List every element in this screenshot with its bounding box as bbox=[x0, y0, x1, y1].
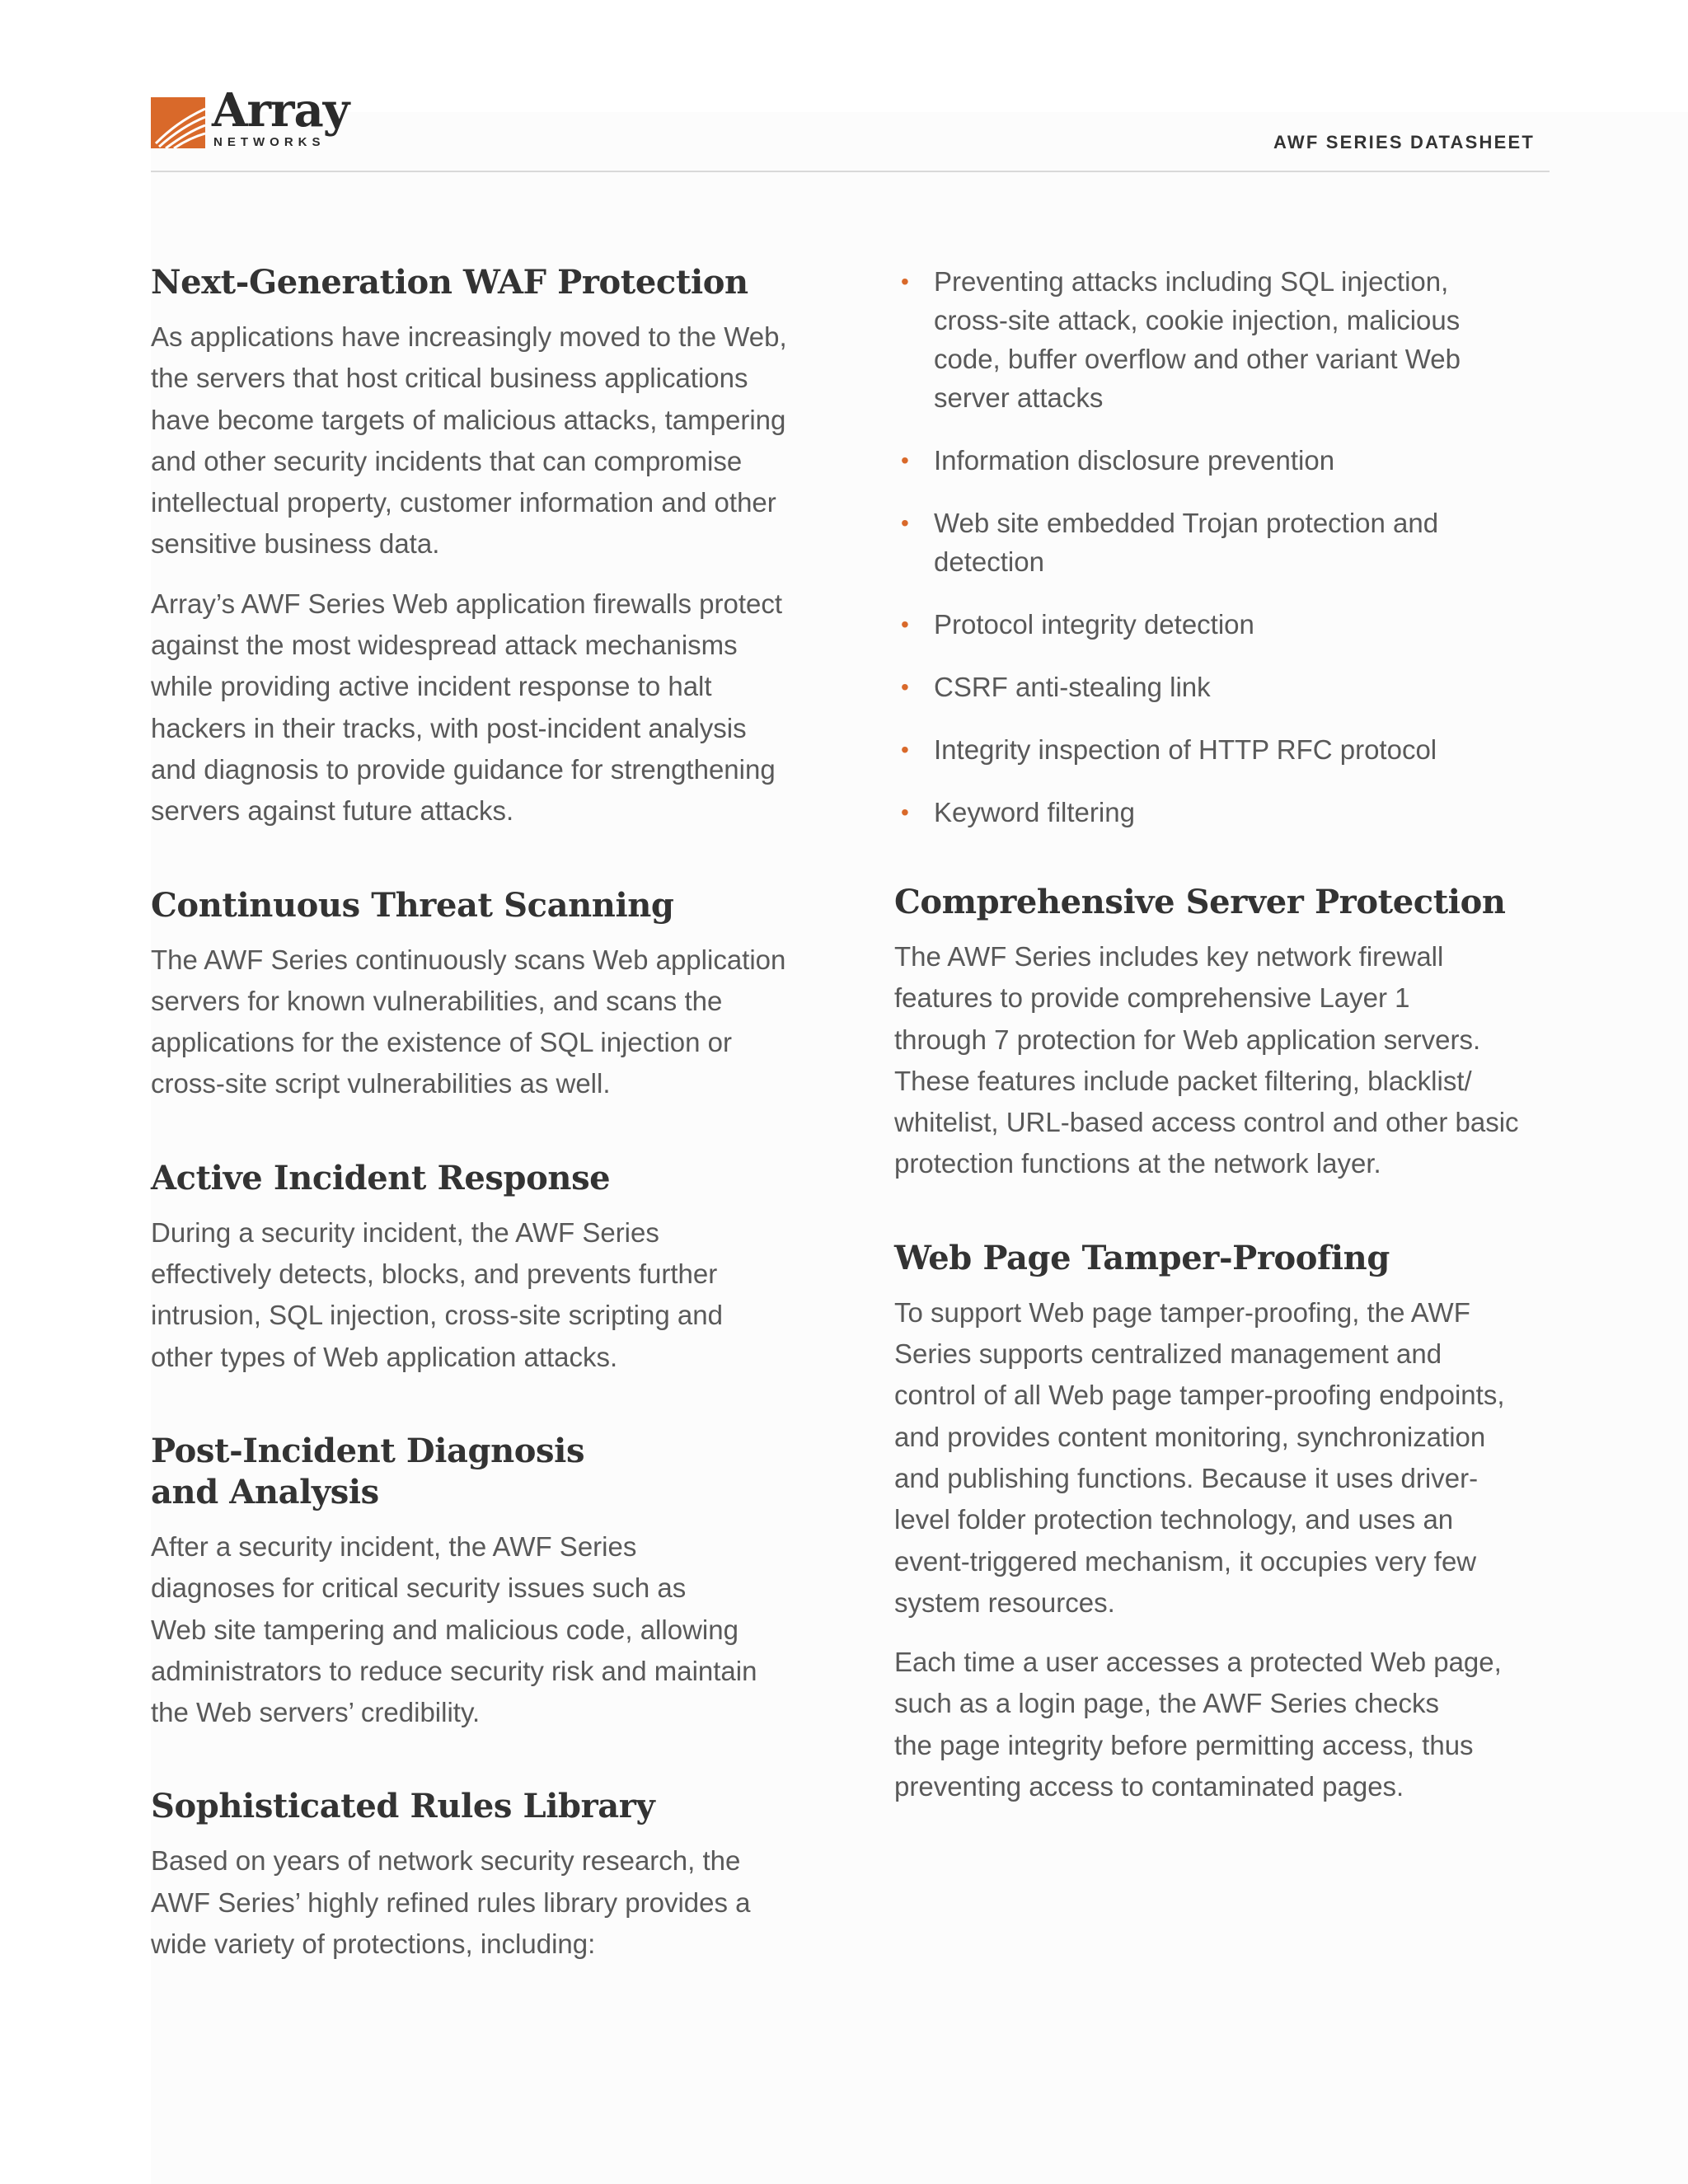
text-line: administrators to reduce security risk and maintain bbox=[151, 1655, 757, 1686]
text-line: system resources. bbox=[894, 1586, 1115, 1618]
text-line: Protocol integrity detection bbox=[934, 609, 1254, 640]
text-line: the servers that host critical business applications bbox=[151, 363, 748, 394]
section-paragraph bbox=[151, 1840, 810, 1965]
text-line: Information disclosure prevention bbox=[934, 445, 1335, 476]
text-line: intellectual property, customer information and other bbox=[151, 487, 776, 518]
text-line: the Web servers’ credibility. bbox=[151, 1697, 481, 1728]
list-item bbox=[894, 793, 1550, 832]
text-line: Array’s AWF Series Web application firewalls protect bbox=[151, 588, 783, 619]
bullet-dot-icon: • bbox=[901, 510, 909, 536]
text-line: Each time a user accesses a protected Web page, bbox=[894, 1647, 1502, 1678]
text-line: Keyword filtering bbox=[934, 797, 1135, 827]
text-line: The AWF Series includes key network firewall bbox=[894, 941, 1444, 972]
document-title: AWF SERIES DATASHEET bbox=[1273, 132, 1535, 152]
text-line: After a security incident, the AWF Series bbox=[151, 1530, 637, 1562]
bullet-dot-icon: • bbox=[901, 674, 909, 700]
section-sophisticated-rules-library bbox=[151, 1786, 810, 1965]
text-line: As applications have increasingly moved to the Web, bbox=[151, 321, 787, 352]
header-divider bbox=[151, 171, 1550, 172]
text-line: against the most widespread attack mechanisms bbox=[151, 630, 738, 661]
logo-wordmark: Array bbox=[212, 83, 349, 138]
text-line: features to provide comprehensive Layer 1 bbox=[894, 982, 1410, 1014]
text-line: wide variety of protections, including: bbox=[151, 1929, 596, 1960]
text-line: Preventing attacks including SQL injection, bbox=[934, 266, 1449, 297]
text-line: and other security incidents that can compromise bbox=[151, 445, 743, 476]
text-line: level folder protection technology, and uses an bbox=[894, 1504, 1454, 1535]
text-line: the page integrity before permitting access, thus bbox=[894, 1729, 1474, 1760]
bullet-dot-icon: • bbox=[901, 737, 909, 762]
list-item bbox=[894, 441, 1550, 480]
text-line: control of all Web page tamper-proofing endpoints, bbox=[894, 1380, 1505, 1411]
text-line: applications for the existence of SQL injection or bbox=[151, 1027, 733, 1058]
bullet-dot-icon: • bbox=[901, 448, 909, 473]
section-post-incident-diagnosis bbox=[151, 1431, 810, 1733]
text-line: protection functions at the network layer. bbox=[894, 1148, 1381, 1179]
text-line: servers for known vulnerabilities, and scans the bbox=[151, 985, 723, 1016]
text-line: Integrity inspection of HTTP RFC protocol bbox=[934, 734, 1437, 765]
section-paragraph bbox=[151, 1212, 810, 1378]
section-paragraph bbox=[894, 1292, 1550, 1624]
text-line: CSRF anti-stealing link bbox=[934, 672, 1211, 702]
section-heading: Continuous Threat Scanning bbox=[151, 885, 674, 925]
text-line: sensitive business data. bbox=[151, 528, 440, 560]
text-line: cross-site script vulnerabilities as well. bbox=[151, 1068, 611, 1099]
text-line: and provides content monitoring, synchronization bbox=[894, 1421, 1486, 1452]
list-item bbox=[894, 668, 1550, 706]
text-line: These features include packet filtering, blacklist/ bbox=[894, 1065, 1472, 1096]
section-heading: Next-Generation WAF Protection bbox=[151, 263, 748, 302]
text-line: detection bbox=[934, 546, 1044, 577]
text-line: Web site embedded Trojan protection and bbox=[934, 508, 1439, 538]
section-heading: Web Page Tamper-Proofing bbox=[894, 1238, 1390, 1277]
text-line: intrusion, SQL injection, cross-site scripting and bbox=[151, 1300, 723, 1331]
text-line: During a security incident, the AWF Series bbox=[151, 1216, 659, 1248]
text-line: Web site tampering and malicious code, allowing bbox=[151, 1614, 738, 1645]
logo-subtitle: NETWORKS bbox=[213, 135, 326, 149]
section-paragraph bbox=[151, 1526, 810, 1733]
page-header bbox=[151, 83, 1550, 171]
heading-line: Post-Incident Diagnosis bbox=[151, 1431, 585, 1470]
text-line: AWF Series’ highly refined rules library provides a bbox=[151, 1886, 751, 1918]
section-heading: Comprehensive Server Protection bbox=[894, 883, 1506, 921]
left-column bbox=[151, 262, 810, 2018]
list-item bbox=[894, 504, 1550, 581]
text-line: have become targets of malicious attacks, tampering bbox=[151, 404, 786, 435]
text-line: whitelist, URL-based access control and other basic bbox=[894, 1107, 1519, 1138]
heading-line: and Analysis bbox=[151, 1472, 379, 1511]
text-line: while providing active incident response to halt bbox=[151, 671, 712, 702]
text-line: other types of Web application attacks. bbox=[151, 1341, 618, 1372]
text-line: servers against future attacks. bbox=[151, 795, 514, 827]
section-comprehensive-server-protection bbox=[894, 882, 1550, 1185]
section-paragraph bbox=[894, 1642, 1550, 1807]
text-line: preventing access to contaminated pages. bbox=[894, 1771, 1404, 1802]
bullet-dot-icon: • bbox=[901, 269, 909, 294]
text-line: server attacks bbox=[934, 382, 1104, 413]
section-web-page-tamper-proofing bbox=[894, 1238, 1550, 1808]
list-item bbox=[894, 730, 1550, 769]
bullet-dot-icon: • bbox=[901, 799, 909, 825]
bullet-dot-icon: • bbox=[901, 612, 909, 637]
section-paragraph bbox=[894, 936, 1550, 1185]
text-line: such as a login page, the AWF Series checks bbox=[894, 1688, 1439, 1719]
text-line: and publishing functions. Because it uses driver- bbox=[894, 1462, 1479, 1493]
right-column bbox=[894, 262, 1550, 1860]
section-heading bbox=[151, 1431, 810, 1513]
text-line: diagnoses for critical security issues such as bbox=[151, 1572, 687, 1604]
text-line: The AWF Series continuously scans Web application bbox=[151, 944, 786, 975]
list-item bbox=[894, 605, 1550, 644]
text-line: Based on years of network security research, the bbox=[151, 1845, 741, 1877]
text-line: To support Web page tamper-proofing, the AWF bbox=[894, 1296, 1470, 1328]
section-active-incident-response bbox=[151, 1158, 810, 1378]
section-heading: Sophisticated Rules Library bbox=[151, 1787, 655, 1826]
section-next-gen-waf bbox=[151, 262, 810, 832]
section-paragraph bbox=[151, 583, 810, 832]
protections-list bbox=[894, 262, 1550, 832]
section-paragraph bbox=[151, 940, 810, 1105]
section-continuous-threat-scanning bbox=[151, 885, 810, 1105]
text-line: code, buffer overflow and other variant Web bbox=[934, 344, 1461, 374]
section-heading: Active Incident Response bbox=[151, 1158, 611, 1197]
text-line: and diagnosis to provide guidance for strengthening bbox=[151, 753, 776, 785]
array-logo-mark-icon bbox=[151, 97, 205, 148]
array-networks-logo bbox=[151, 83, 349, 149]
text-line: hackers in their tracks, with post-incident analysis bbox=[151, 712, 747, 743]
text-line: cross-site attack, cookie injection, malicious bbox=[934, 305, 1461, 335]
text-line: Series supports centralized management and bbox=[894, 1338, 1442, 1370]
text-line: event-triggered mechanism, it occupies very few bbox=[894, 1545, 1477, 1577]
text-line: effectively detects, blocks, and prevents further bbox=[151, 1258, 718, 1290]
section-paragraph bbox=[151, 316, 810, 565]
text-line: through 7 protection for Web application servers. bbox=[894, 1024, 1481, 1055]
list-item bbox=[894, 262, 1550, 417]
